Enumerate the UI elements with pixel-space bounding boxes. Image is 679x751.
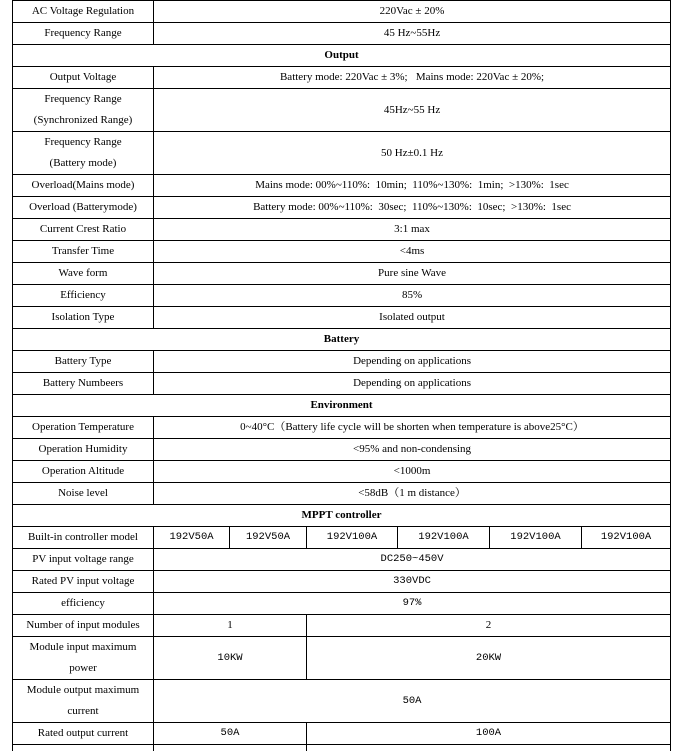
table-row-continuation: [13, 745, 671, 751]
transfer-time-label: Transfer Time: [13, 241, 154, 263]
current-crest-ratio-label: Current Crest Ratio: [13, 219, 154, 241]
overload-mains-value: Mains mode: 00%~110%: 10min; 110%~130%: 1min; >130%: 1sec: [154, 175, 671, 197]
table-row: [13, 219, 671, 241]
output-voltage-label: Output Voltage: [13, 67, 154, 89]
module-output-max-current-label: [13, 680, 154, 723]
number-of-input-modules-label: Number of input modules: [13, 615, 154, 637]
table-row: [13, 23, 671, 45]
table-row: [13, 89, 671, 132]
section-heading-battery: Battery: [13, 329, 671, 351]
module-input-max-power-label: Module input maximum power: [13, 637, 154, 680]
controller-model-value-1: 192V50A: [154, 527, 230, 549]
frequency-range-sync-value: 45Hz~55 Hz: [154, 89, 671, 132]
continuation-cell: [154, 745, 307, 751]
continuation-cell: [307, 745, 671, 751]
controller-model-value-4: 192V100A: [398, 527, 490, 549]
current-crest-ratio-value: 3:1 max: [154, 219, 671, 241]
frequency-range-sync-label-line-1: Frequency Range: [15, 89, 151, 110]
table-row: [13, 723, 671, 745]
table-row: [13, 175, 671, 197]
table-row: [13, 593, 671, 615]
table-row: [13, 549, 671, 571]
module-input-max-power-value-2: 20KW: [307, 637, 671, 680]
battery-numbers-label: Battery Numbeers: [13, 373, 154, 395]
efficiency-value: 85%: [154, 285, 671, 307]
overload-battery-value: Battery mode: 00%~110%: 30sec; 110%~130%: 10sec; >130%: 1sec: [154, 197, 671, 219]
rated-output-current-label: Rated output current: [13, 723, 154, 745]
frequency-range-battery-label: [13, 132, 154, 175]
section-row-output: [13, 45, 671, 67]
mppt-efficiency-label: efficiency: [13, 593, 154, 615]
module-output-max-current-value: 50A: [154, 680, 671, 723]
frequency-range-value: 45 Hz~55Hz: [154, 23, 671, 45]
section-row-mppt: [13, 505, 671, 527]
table-row: [13, 680, 671, 723]
table-row: [13, 285, 671, 307]
noise-level-label: Noise level: [13, 483, 154, 505]
ac-voltage-regulation-value: 220Vac ± 20%: [154, 1, 671, 23]
table-row: [13, 241, 671, 263]
frequency-range-sync-label-line-2: (Synchronized Range): [15, 110, 151, 131]
isolation-type-value: Isolated output: [154, 307, 671, 329]
table-row: [13, 527, 671, 549]
module-output-max-current-label-line-2: current: [15, 701, 151, 722]
rated-output-current-value-1: 50A: [154, 723, 307, 745]
controller-model-value-5: 192V100A: [490, 527, 582, 549]
specification-table: [12, 0, 671, 751]
table-row: [13, 307, 671, 329]
overload-battery-label: Overload (Batterymode): [13, 197, 154, 219]
operation-altitude-label: Operation Altitude: [13, 461, 154, 483]
pv-input-voltage-range-value: DC250~450V: [154, 549, 671, 571]
section-heading-mppt: MPPT controller: [13, 505, 671, 527]
frequency-range-battery-label-line-2: (Battery mode): [15, 153, 151, 174]
table-row: [13, 461, 671, 483]
section-row-battery: [13, 329, 671, 351]
controller-model-value-6: 192V100A: [582, 527, 671, 549]
operation-altitude-value: <1000m: [154, 461, 671, 483]
frequency-range-label: Frequency Range: [13, 23, 154, 45]
table-row: [13, 197, 671, 219]
output-voltage-value: Battery mode: 220Vac ± 3%; Mains mode: 220Vac ± 20%;: [154, 67, 671, 89]
battery-type-value: Depending on applications: [154, 351, 671, 373]
number-of-input-modules-value-2: 2: [307, 615, 671, 637]
section-row-environment: [13, 395, 671, 417]
module-input-max-power-value-1: 10KW: [154, 637, 307, 680]
rated-output-current-value-2: 100A: [307, 723, 671, 745]
isolation-type-label: Isolation Type: [13, 307, 154, 329]
ac-voltage-regulation-label: AC Voltage Regulation: [13, 1, 154, 23]
table-row: [13, 615, 671, 637]
overload-mains-label: Overload(Mains mode): [13, 175, 154, 197]
table-row: [13, 483, 671, 505]
transfer-time-value: <4ms: [154, 241, 671, 263]
pv-input-voltage-range-label: PV input voltage range: [13, 549, 154, 571]
table-row: [13, 439, 671, 461]
controller-model-label: Built-in controller model: [13, 527, 154, 549]
battery-type-label: Battery Type: [13, 351, 154, 373]
wave-form-label: Wave form: [13, 263, 154, 285]
table-row: [13, 67, 671, 89]
battery-numbers-value: Depending on applications: [154, 373, 671, 395]
table-row: [13, 637, 671, 680]
rated-pv-input-voltage-label: Rated PV input voltage: [13, 571, 154, 593]
operation-humidity-label: Operation Humidity: [13, 439, 154, 461]
section-heading-output: Output: [13, 45, 671, 67]
frequency-range-battery-label-line-1: Frequency Range: [15, 132, 151, 153]
table-row: [13, 263, 671, 285]
efficiency-label: Efficiency: [13, 285, 154, 307]
module-output-max-current-label-line-1: Module output maximum: [15, 680, 151, 701]
wave-form-value: Pure sine Wave: [154, 263, 671, 285]
number-of-input-modules-value-1: 1: [154, 615, 307, 637]
section-heading-environment: Environment: [13, 395, 671, 417]
frequency-range-sync-label: [13, 89, 154, 132]
operation-humidity-value: <95% and non-condensing: [154, 439, 671, 461]
table-row: [13, 132, 671, 175]
mppt-efficiency-value: 97%: [154, 593, 671, 615]
continuation-cell: [13, 745, 154, 751]
table-row: [13, 351, 671, 373]
table-row: [13, 1, 671, 23]
operation-temperature-label: Operation Temperature: [13, 417, 154, 439]
operation-temperature-value: 0~40°C（Battery life cycle will be shorten when temperature is above25°C）: [154, 417, 671, 439]
table-row: [13, 417, 671, 439]
frequency-range-battery-value: 50 Hz±0.1 Hz: [154, 132, 671, 175]
rated-pv-input-voltage-value: 330VDC: [154, 571, 671, 593]
controller-model-value-3: 192V100A: [307, 527, 398, 549]
table-row: [13, 571, 671, 593]
table-row: [13, 373, 671, 395]
controller-model-value-2: 192V50A: [230, 527, 307, 549]
noise-level-value: <58dB（1 m distance）: [154, 483, 671, 505]
